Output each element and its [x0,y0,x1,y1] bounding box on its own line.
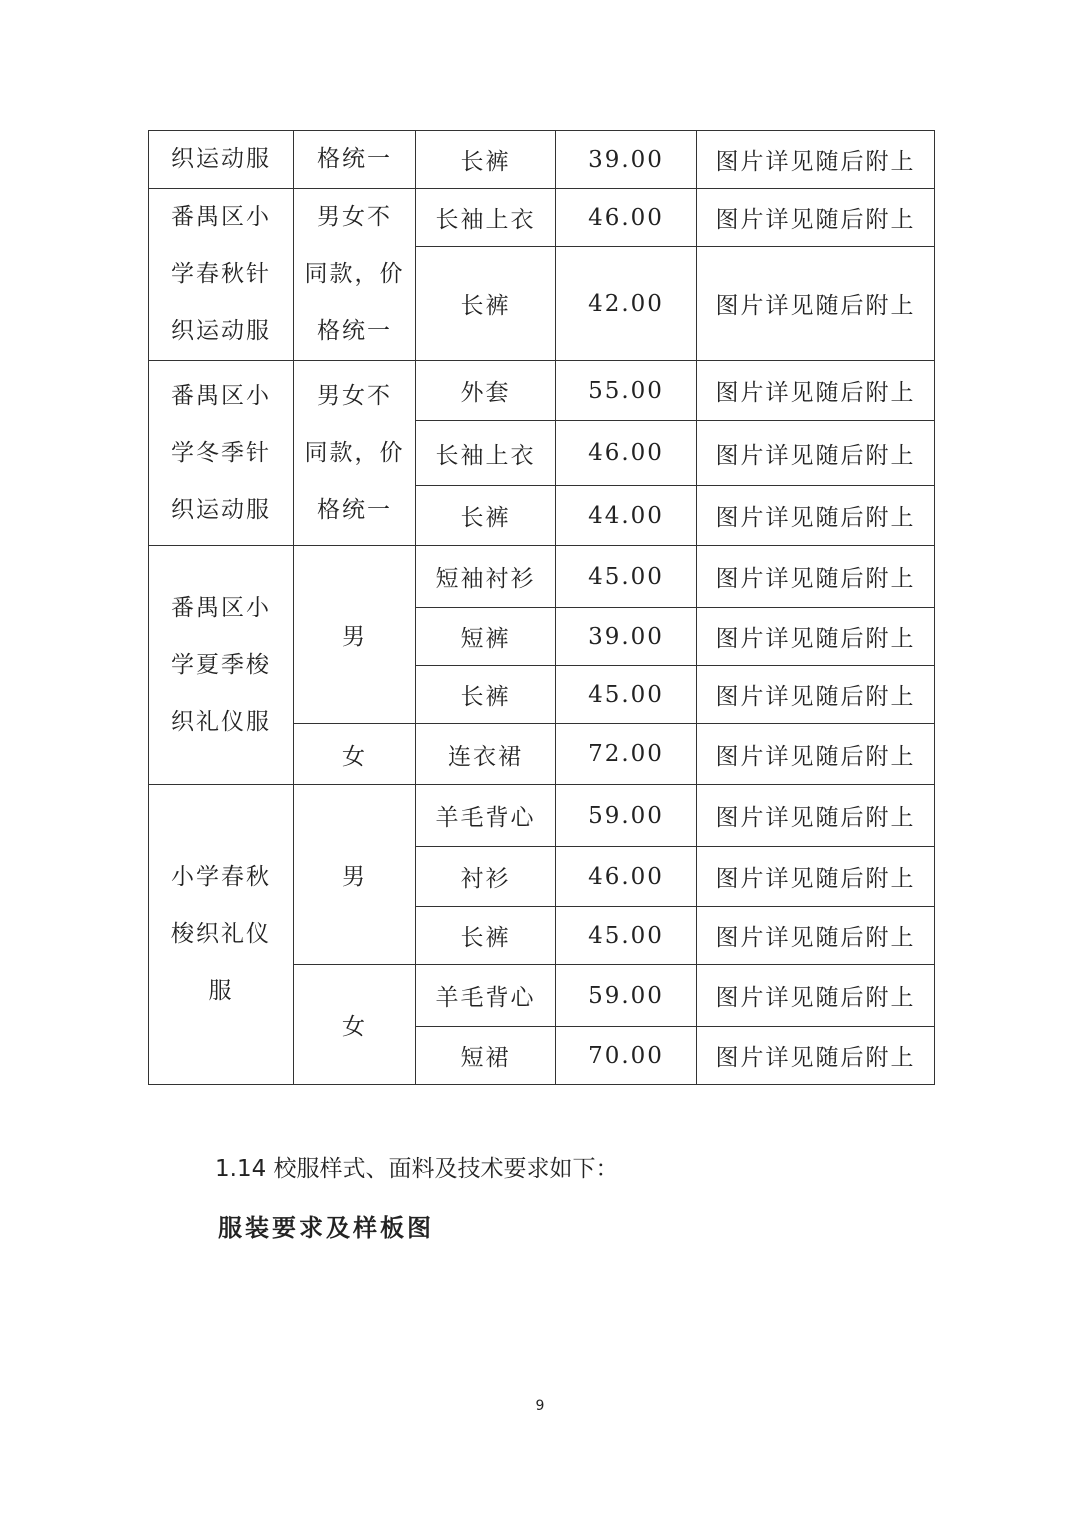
item-cell: 外套 [416,361,556,421]
item-cell: 长袖上衣 [416,421,556,486]
item-cell: 羊毛背心 [416,785,556,847]
item-cell: 连衣裙 [416,724,556,785]
note-cell: 图片详见随后附上 [697,608,935,666]
table-row [149,361,935,421]
item-cell: 长裤 [416,247,556,361]
price-cell: 55.00 [556,361,697,421]
page-number: 9 [535,1398,545,1414]
note-cell: 图片详见随后附上 [697,724,935,785]
table-row [149,546,935,608]
item-cell: 长裤 [416,666,556,724]
price-cell: 59.00 [556,965,697,1027]
price-cell: 39.00 [556,608,697,666]
note-cell: 图片详见随后附上 [697,785,935,847]
section-number: 1.14 [215,1156,267,1182]
item-cell: 长裤 [416,907,556,965]
note-cell: 图片详见随后附上 [697,1027,935,1085]
uniform-name-cell: 番禺区小 学春秋针 织运动服 [149,189,294,361]
price-cell: 44.00 [556,486,697,546]
table-row [149,131,935,189]
note-cell: 图片详见随后附上 [697,965,935,1027]
price-cell: 45.00 [556,907,697,965]
uniform-name-cell: 番禺区小 学夏季梭 织礼仪服 [149,546,294,785]
item-cell: 长袖上衣 [416,189,556,247]
note-cell: 图片详见随后附上 [697,189,935,247]
gender-cell: 女 [294,965,416,1085]
item-cell: 长裤 [416,486,556,546]
item-cell: 衬衫 [416,847,556,907]
note-cell: 图片详见随后附上 [697,421,935,486]
price-cell: 45.00 [556,546,697,608]
table-row [149,785,935,847]
section-heading [215,1150,619,1183]
uniform-name-cell: 番禺区小 学冬季针 织运动服 [149,361,294,546]
price-cell: 46.00 [556,421,697,486]
item-cell: 短裙 [416,1027,556,1085]
note-cell: 图片详见随后附上 [697,486,935,546]
note-cell: 图片详见随后附上 [697,546,935,608]
note-cell: 图片详见随后附上 [697,361,935,421]
price-cell: 59.00 [556,785,697,847]
note-cell: 图片详见随后附上 [697,847,935,907]
price-cell: 46.00 [556,847,697,907]
subheading: 服装要求及样板图 [218,1213,434,1242]
gender-cell: 男 [294,785,416,965]
item-cell: 长裤 [416,131,556,189]
note-cell: 图片详见随后附上 [697,666,935,724]
price-cell: 70.00 [556,1027,697,1085]
price-cell: 72.00 [556,724,697,785]
gender-cell: 男女不 同款，价 格统一 [294,361,416,546]
uniform-price-table [148,130,935,1085]
gender-cell: 女 [294,724,416,785]
item-cell: 短袖衬衫 [416,546,556,608]
section-title: 校服样式、面料及技术要求如下： [273,1156,619,1182]
gender-cell: 男 [294,546,416,724]
price-cell: 46.00 [556,189,697,247]
gender-cell: 男女不 同款，价 格统一 [294,189,416,361]
price-cell: 45.00 [556,666,697,724]
note-cell: 图片详见随后附上 [697,907,935,965]
uniform-name-cell: 小学春秋 梭织礼仪 服 [149,785,294,1085]
item-cell: 短裤 [416,608,556,666]
price-cell: 42.00 [556,247,697,361]
note-cell: 图片详见随后附上 [697,131,935,189]
table-row [149,189,935,247]
item-cell: 羊毛背心 [416,965,556,1027]
note-cell: 图片详见随后附上 [697,247,935,361]
gender-cell: 格统一 [294,131,416,189]
price-cell: 39.00 [556,131,697,189]
uniform-name-cell: 织运动服 [149,131,294,189]
